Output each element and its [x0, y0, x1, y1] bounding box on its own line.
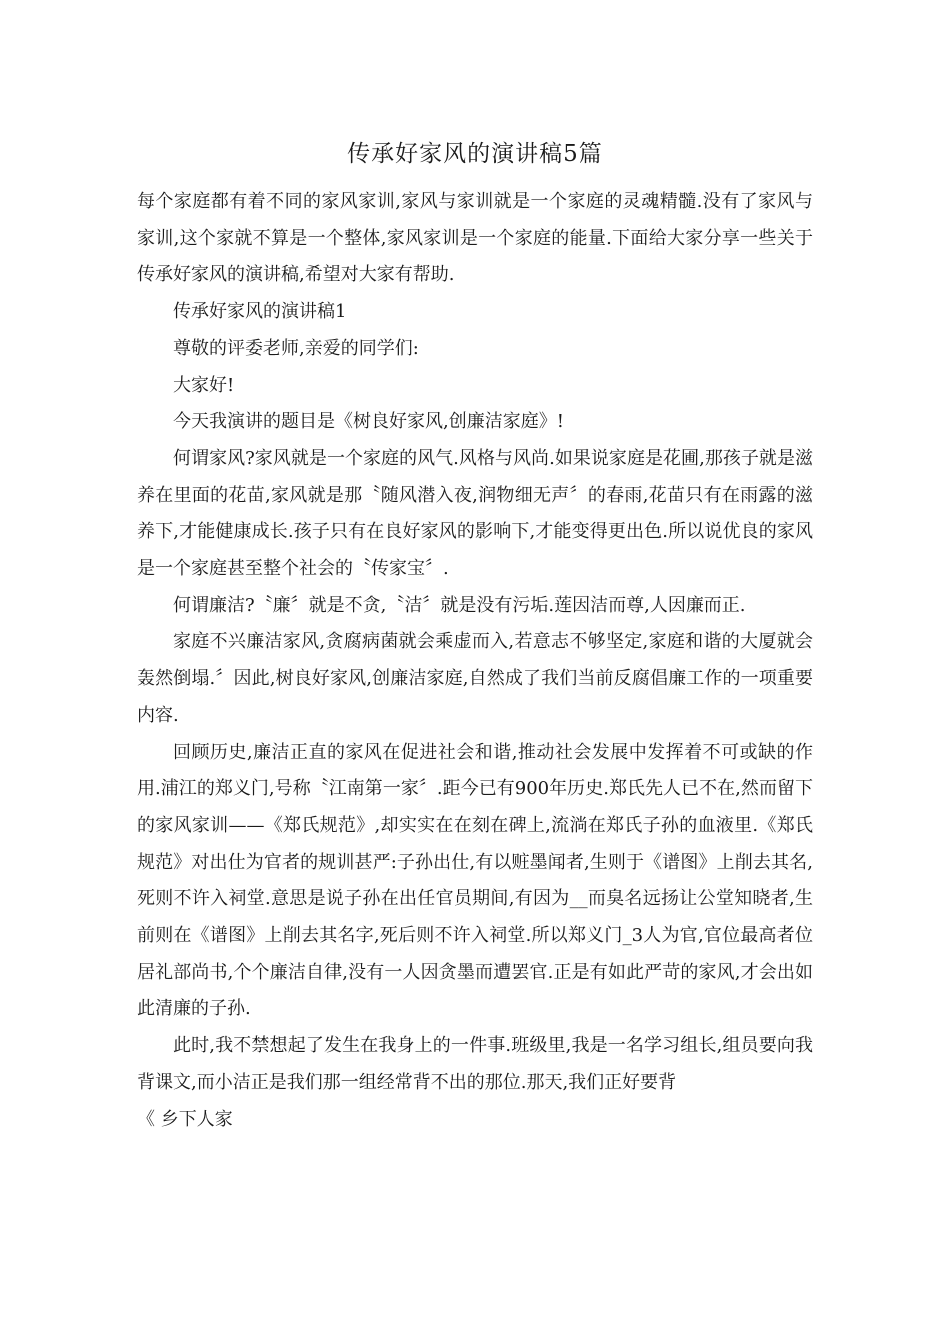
paragraph-salutation: 尊敬的评委老师,亲爱的同学们: — [173, 337, 419, 359]
paragraph-speech-heading: 传承好家风的演讲稿1 — [173, 301, 347, 323]
paragraph-family-style: 何谓家风?家风就是一个家庭的风气.风格与风尚.如果说家庭是花圃,那孩子就是滋养在里面的花苗,家风就是那〝随风潜入夜,润物细无声〞的春雨,花苗只有在雨露的滋养下,才能健康成长.孩子只有在良好家风的影响下,才能变得更出色.所以说优良的家风是一个家庭甚至整个社会的〝传家宝〞. — [137, 447, 813, 580]
paragraph-family-integrity: 家庭不兴廉洁家风,贪腐病菌就会乘虚而入,若意志不够坚定,家庭和谐的大厦就会轰然倒塌.〞因此,树良好家风,创廉洁家庭,自然成了我们当前反腐倡廉工作的一项重要内容. — [137, 631, 813, 726]
paragraph-integrity: 何谓廉洁?〝廉〞就是不贪,〝洁〞就是没有污垢.莲因洁而尊,人因廉而正. — [173, 594, 746, 616]
paragraph-personal-story: 此时,我不禁想起了发生在我身上的一件事.班级里,我是一名学习组长,组员要向我背课文,而小洁正是我们那一组经常背不出的那位.那天,我们正好要背 — [137, 1035, 813, 1093]
paragraph-greeting: 大家好! — [173, 374, 235, 396]
paragraph-topic: 今天我演讲的题目是《树良好家风,创廉洁家庭》! — [173, 411, 564, 433]
paragraph-intro: 每个家庭都有着不同的家风家训,家风与家训就是一个家庭的灵魂精髓.没有了家风与家训,这个家就不算是一个整体,家风家训是一个家庭的能量.下面给大家分享一些关于传承好家风的演讲稿,希望对大家有帮助. — [137, 191, 813, 286]
document-body — [137, 184, 813, 1138]
paragraph-fragment: 《 乡下人家 — [137, 1108, 233, 1130]
document-title: 传承好家风的演讲稿5篇 — [347, 141, 603, 167]
paragraph-history: 回顾历史,廉洁正直的家风在促进社会和谐,推动社会发展中发挥着不可或缺的作用.浦江的郑义门,号称〝江南第一家〞.距今已有900年历史.郑氏先人已不在,然而留下的家风家训——《郑氏规范》,却实实在在刻在碑上,流淌在郑氏子孙的血液里.《郑氏规范》对出仕为官者的规训甚严:子孙出仕,有以赃墨闻者,生则于《谱图》上削去其名,死则不许入祠堂.意思是说子孙在出任官员期间,有因为__而臭名远扬让公堂知晓者,生前则在《谱图》上削去其名字,死后则不许入祠堂.所以郑义门_3人为官,官位最高者位居礼部尚书,个个廉洁自律,没有一人因贪墨而遭罢官.正是有如此严苛的家风,才会出如此清廉的子孙. — [137, 741, 813, 1020]
